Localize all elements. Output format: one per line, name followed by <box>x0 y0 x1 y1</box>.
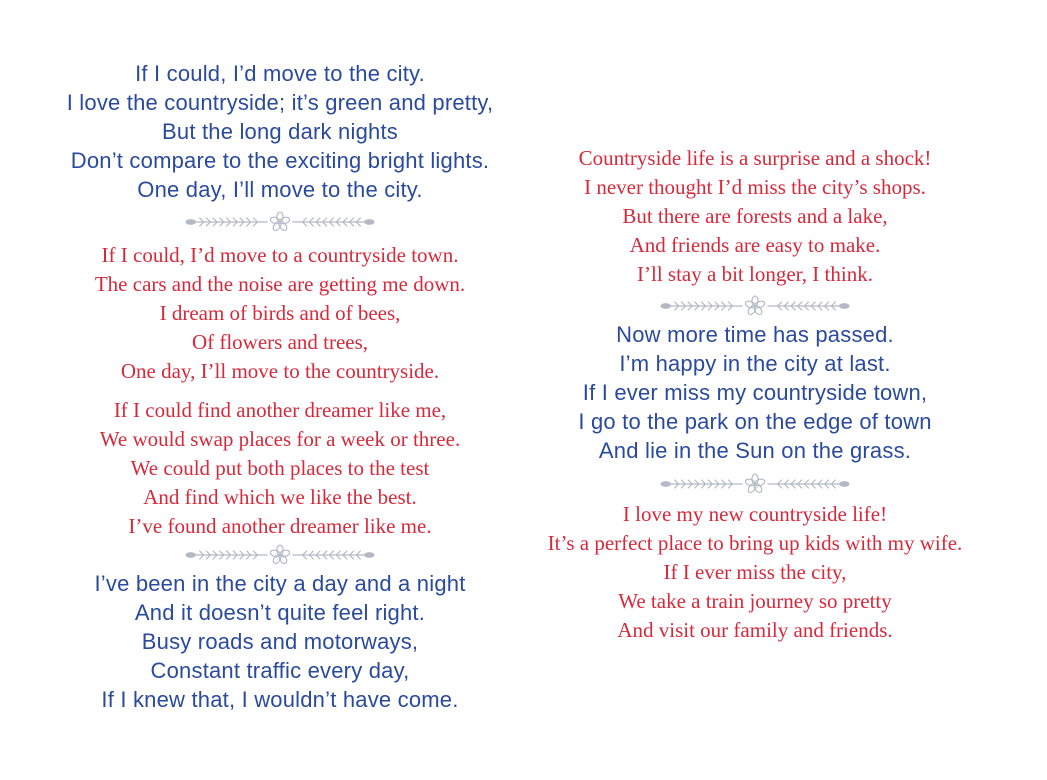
poem-line: I love my new countryside life! <box>622 502 888 526</box>
poem-line: I love the countryside; it’s green and pretty, <box>66 90 494 115</box>
poem-line: If I could, I’d move to the city. <box>135 61 425 86</box>
left-column <box>30 59 530 714</box>
stanza-city-1 <box>30 59 530 204</box>
poem-line: I dream of birds and of bees, <box>159 301 401 325</box>
stanza-city-2 <box>30 569 530 714</box>
flower-divider <box>30 212 530 232</box>
poem-line: I’ve been in the city a day and a night <box>94 571 466 596</box>
stanza-city-3 <box>524 320 986 465</box>
poem-line: If I ever miss the city, <box>663 560 847 584</box>
flower-divider-graphic <box>184 545 376 565</box>
stanza-countryside-4 <box>524 500 986 645</box>
poem-line: We would swap places for a week or three. <box>99 427 461 451</box>
flower-divider-graphic <box>184 212 376 232</box>
poem-line: I never thought I’d miss the city’s shops. <box>584 175 926 199</box>
stanza-countryside-3 <box>524 144 986 289</box>
poem-line: It’s a perfect place to bring up kids with my wife. <box>547 531 963 555</box>
poem-line: And find which we like the best. <box>143 485 417 509</box>
poem-line: But there are forests and a lake, <box>622 204 888 228</box>
poem-line: Busy roads and motorways, <box>141 629 419 654</box>
right-column <box>524 144 986 645</box>
poem-line: The cars and the noise are getting me down. <box>94 272 466 296</box>
poem-line: One day, I’ll move to the countryside. <box>120 359 440 383</box>
flower-divider-graphic <box>659 474 851 494</box>
poem-line: If I could find another dreamer like me, <box>113 398 447 422</box>
poem-line: I go to the park on the edge of town <box>578 409 932 434</box>
poem-line: One day, I’ll move to the city. <box>137 177 423 202</box>
flower-divider <box>524 474 986 494</box>
poem-line: Countryside life is a surprise and a shock! <box>578 146 932 170</box>
flower-divider <box>30 545 530 565</box>
poem-line: Now more time has passed. <box>616 322 894 347</box>
poem-line: I’ve found another dreamer like me. <box>128 514 432 538</box>
poem-line: Constant traffic every day, <box>150 658 410 683</box>
poem-line: If I ever miss my countryside town, <box>582 380 928 405</box>
flower-divider-graphic <box>659 296 851 316</box>
stanza-countryside-2 <box>30 396 530 541</box>
poem-line: Don’t compare to the exciting bright lights. <box>70 148 490 173</box>
flower-divider <box>524 296 986 316</box>
poem-line: And visit our family and friends. <box>617 618 893 642</box>
poem-line: If I knew that, I wouldn’t have come. <box>101 687 459 712</box>
stanza-countryside-1 <box>30 241 530 386</box>
poem-line: And friends are easy to make. <box>629 233 881 257</box>
poem-line: If I could, I’d move to a countryside town. <box>101 243 459 267</box>
poem-line: But the long dark nights <box>162 119 398 144</box>
poem-line: Of flowers and trees, <box>191 330 369 354</box>
poem-line: And lie in the Sun on the grass. <box>598 438 912 463</box>
poem-line: And it doesn’t quite feel right. <box>134 600 426 625</box>
poem-line: I’ll stay a bit longer, I think. <box>637 262 873 286</box>
poem-line: I’m happy in the city at last. <box>619 351 891 376</box>
poem-line: We could put both places to the test <box>130 456 430 480</box>
poem-line: We take a train journey so pretty <box>618 589 892 613</box>
